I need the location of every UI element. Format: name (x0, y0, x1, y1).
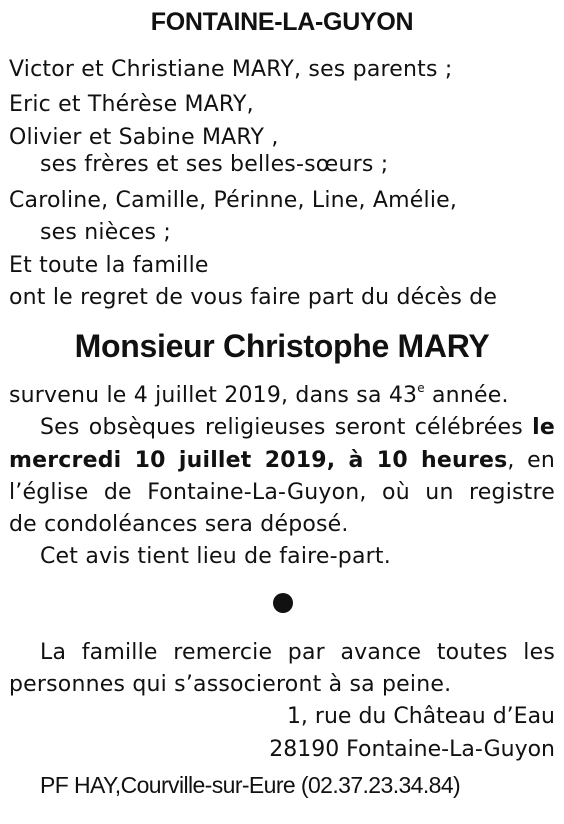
ordinal-suffix: e (417, 381, 425, 395)
thanks-line-1: La famille remercie par avance toutes les (40, 640, 555, 665)
funeral-line-1-regular: Ses obsèques religieuses seront célébrées (40, 415, 533, 440)
family-line-whole-family: Et toute la famille (9, 253, 209, 278)
funeral-home-contact: PF HAY,Courville-sur-Eure (02.37.23.34.84) (40, 772, 461, 798)
funeral-line-3: l’église de Fontaine-La-Guyon, où un registre (9, 480, 555, 505)
family-line-announcement: ont le regret de vous faire part du décès de (9, 285, 498, 310)
death-text-after: année. (424, 383, 509, 408)
family-line-siblings-note: ses frères et ses belles-sœurs ; (40, 152, 389, 177)
address-city: 28190 Fontaine-La-Guyon (269, 737, 555, 762)
funeral-line-1 (40, 413, 555, 443)
family-line-brother-eric: Eric et Thérèse MARY, (9, 92, 254, 117)
death-date-line (9, 381, 558, 411)
family-line-brother-olivier: Olivier et Sabine MARY , (9, 125, 279, 150)
family-line-nieces-note: ses nièces ; (40, 220, 171, 245)
funeral-line-4: de condoléances sera déposé. (9, 512, 349, 537)
thanks-line-2: personnes qui s’associeront à sa peine. (9, 672, 452, 697)
family-line-parents: Victor et Christiane MARY, ses parents ; (9, 57, 453, 82)
death-text-before: survenu le 4 juillet 2019, dans sa 43 (9, 383, 418, 408)
deceased-name: Monsieur Christophe MARY (74, 328, 490, 364)
town-heading: FONTAINE-LA-GUYON (150, 8, 414, 36)
funeral-date-time: mercredi 10 juillet 2019, à 10 heures (9, 448, 508, 473)
avis-line: Cet avis tient lieu de faire-part. (40, 544, 391, 569)
separator-bullet-icon (273, 593, 293, 613)
address-street: 1, rue du Château d’Eau (286, 704, 555, 729)
funeral-line-2 (9, 446, 555, 476)
funeral-line-2-regular: , en (507, 448, 555, 473)
funeral-line-1-bold: le (532, 415, 555, 440)
family-line-nieces: Caroline, Camille, Périnne, Line, Amélie, (9, 188, 458, 213)
